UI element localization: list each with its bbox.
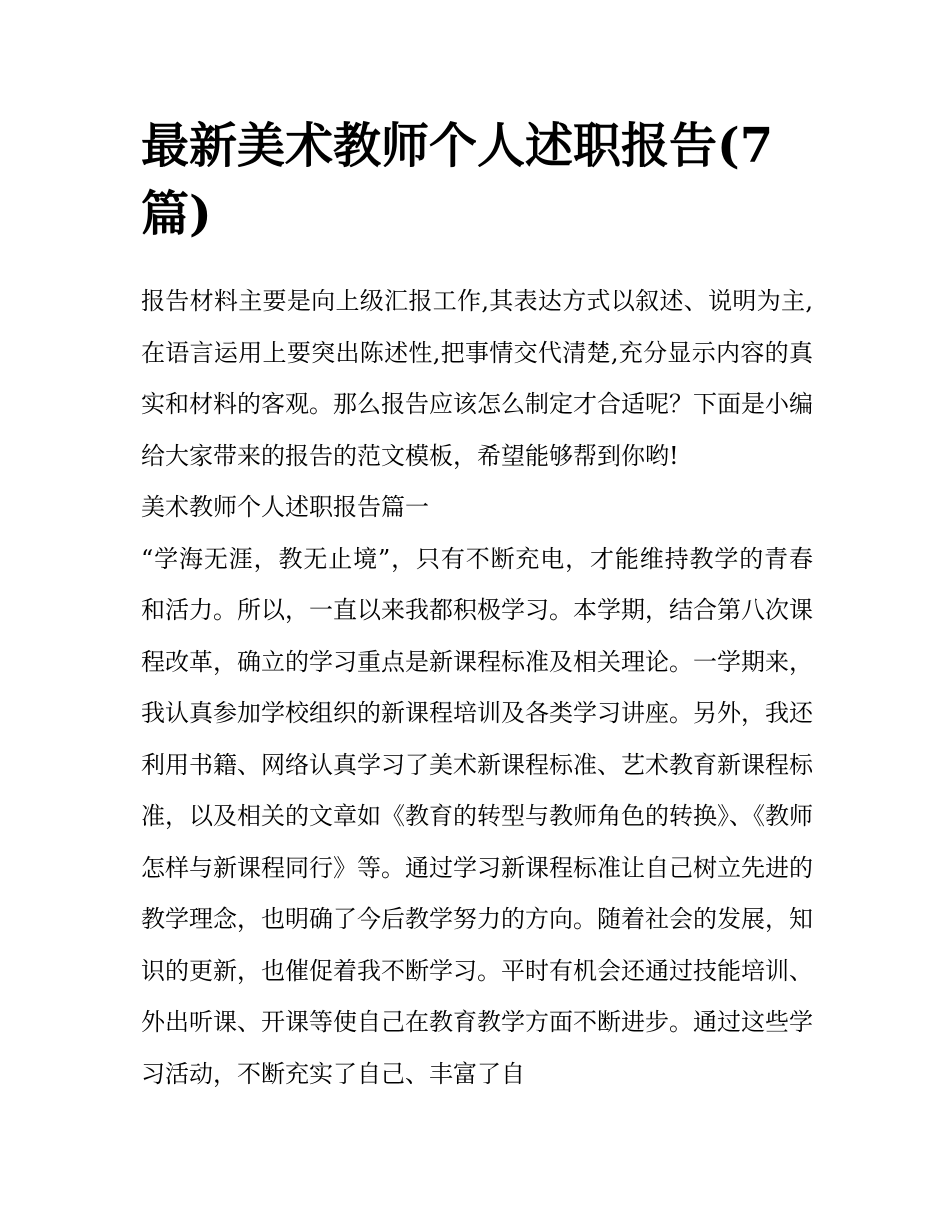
document-content [141,112,813,1100]
section-heading: 美术教师个人述职报告篇一 [141,493,429,521]
document-title: 最新美术教师个人述职报告(7篇) [141,118,774,242]
body-paragraph: “学海无涯，教无止境”，只有不断充电，才能维持教学的青春和活力。所以，一直以来我都积极学习。本学期，结合第八次课程改革，确立的学习重点是新课程标准及相关理论。一学期来，我认真参加学校组织的新课程培训及各类学习讲座。另外，我还利用书籍、网络认真学习了美术新课程标准、艺术教育新课程标准，以及相关的文章如《教育的转型与教师角色的转换》、《教师怎样与新课程同行》等。通过学习新课程标准让自己树立先进的教学理念，也明确了今后教学努力的方向。随着社会的发展，知识的更新，也催促着我不断学习。平时有机会还通过技能培训、外出听课、开课等使自己在教育教学方面不断进步。通过这些学习活动，不断充实了自己、丰富了自 [141,544,813,1088]
intro-paragraph: 报告材料主要是向上级汇报工作,其表达方式以叙述、说明为主,在语言运用上要突出陈述性,把事情交代清楚,充分显示内容的真实和材料的客观。那么报告应该怎么制定才合适呢？下面是小编给大家带来的报告的范文模板，希望能够帮到你哟! [141,287,813,470]
